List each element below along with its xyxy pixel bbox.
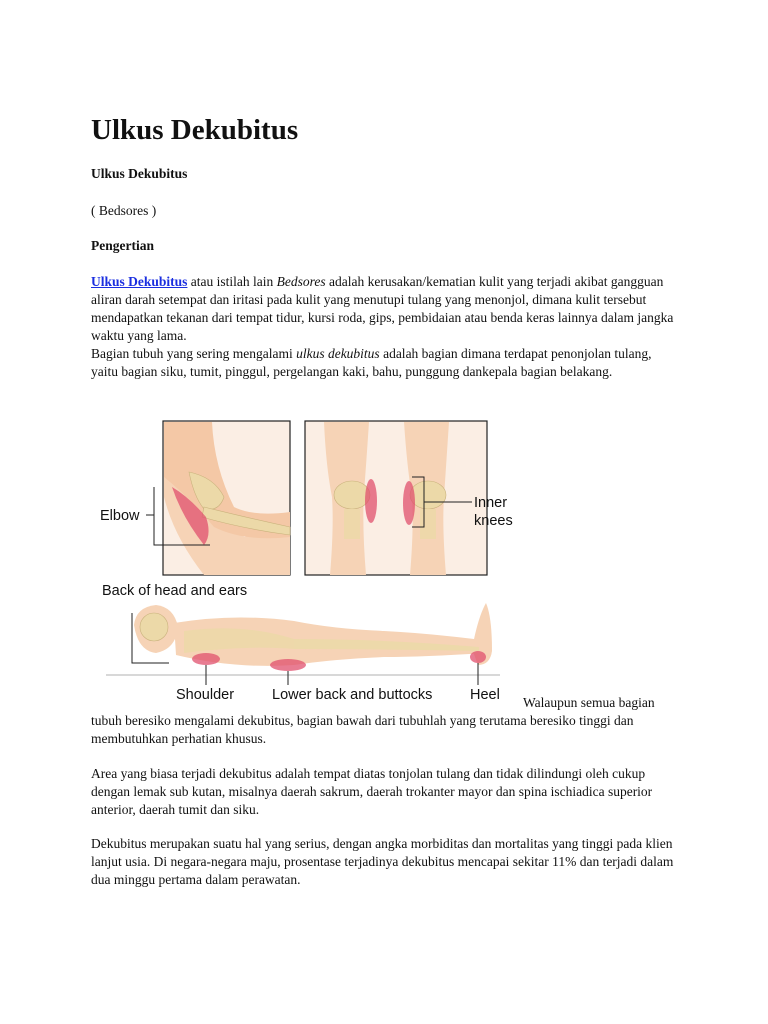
body-parts-paragraph	[91, 345, 681, 381]
inner-knees-label-line1: Inner	[474, 495, 508, 511]
lower-back-label: Lower back and buttocks	[272, 687, 433, 703]
text-fragment: atau istilah lain	[187, 274, 277, 289]
alternate-name: ( Bedsores )	[91, 203, 157, 218]
statistics-paragraph: Dekubitus merupakan suatu hal yang serius, dengan angka morbiditas dan mortalitas yang tinggi pada klien lanjut usia. Di negara-negara maju, prosentase terjadinya dekubitus mencapai sekitar 11% dan terjadi dalam dua minggu pertama dalam perawatan.	[91, 836, 674, 887]
section-heading: Pengertian	[91, 238, 154, 253]
text-fragment: Bagian tubuh yang sering mengalami	[91, 346, 297, 361]
subtitle: Ulkus Dekubitus	[91, 166, 188, 181]
knees-panel	[305, 421, 487, 575]
shoulder-label: Shoulder	[176, 687, 235, 703]
back-of-head-label: Back of head and ears	[102, 583, 248, 599]
elbow-panel	[146, 421, 290, 575]
area-paragraph: Area yang biasa terjadi dekubitus adalah tempat diatas tonjolan tulang dan tidak dilindungi oleh cukup dengan lemak sub kutan, misalnya daerah sakrum, daerah trokanter mayor dan spina ischiadica superior anterior, daerah tumit dan siku.	[91, 766, 653, 817]
elbow-label: Elbow	[100, 508, 140, 524]
definition-paragraph	[91, 273, 681, 345]
italic-term: Bedsores	[276, 274, 326, 289]
page-title: Ulkus Dekubitus	[91, 114, 299, 146]
pressure-points-figure	[94, 417, 520, 707]
text-fragment: adalah bagian dimana terdapat penonjolan tulang, yaitu bagian siku, tumit, pinggul, pergelangan kaki, bahu, punggung dankepala bagian belakang.	[91, 346, 652, 379]
italic-term: ulkus dekubitus	[296, 346, 380, 361]
text-fragment: Walaupun semua bagian tubuh beresiko mengalami dekubitus, bagian bawah dari tubuhlah yang terutama beresiko tinggi dan membutuhkan perhatian khusus.	[91, 695, 655, 746]
ulkus-dekubitus-link[interactable]: Ulkus Dekubitus	[91, 274, 188, 289]
reclining-body	[106, 603, 500, 685]
inner-knees-label-line2: knees	[474, 513, 513, 529]
text-fragment: adalah kerusakan/kematian kulit yang terjadi akibat gangguan aliran darah setempat dan iritasi pada kulit yang menutupi tulang yang menonjol, dimana kulit tersebut mendapatkan tekanan dari tempat tidur, kursi roda, gips, pembidaian atau benda keras lainnya dalam jangka waktu yang lama.	[91, 274, 674, 343]
heel-label: Heel	[470, 687, 500, 703]
